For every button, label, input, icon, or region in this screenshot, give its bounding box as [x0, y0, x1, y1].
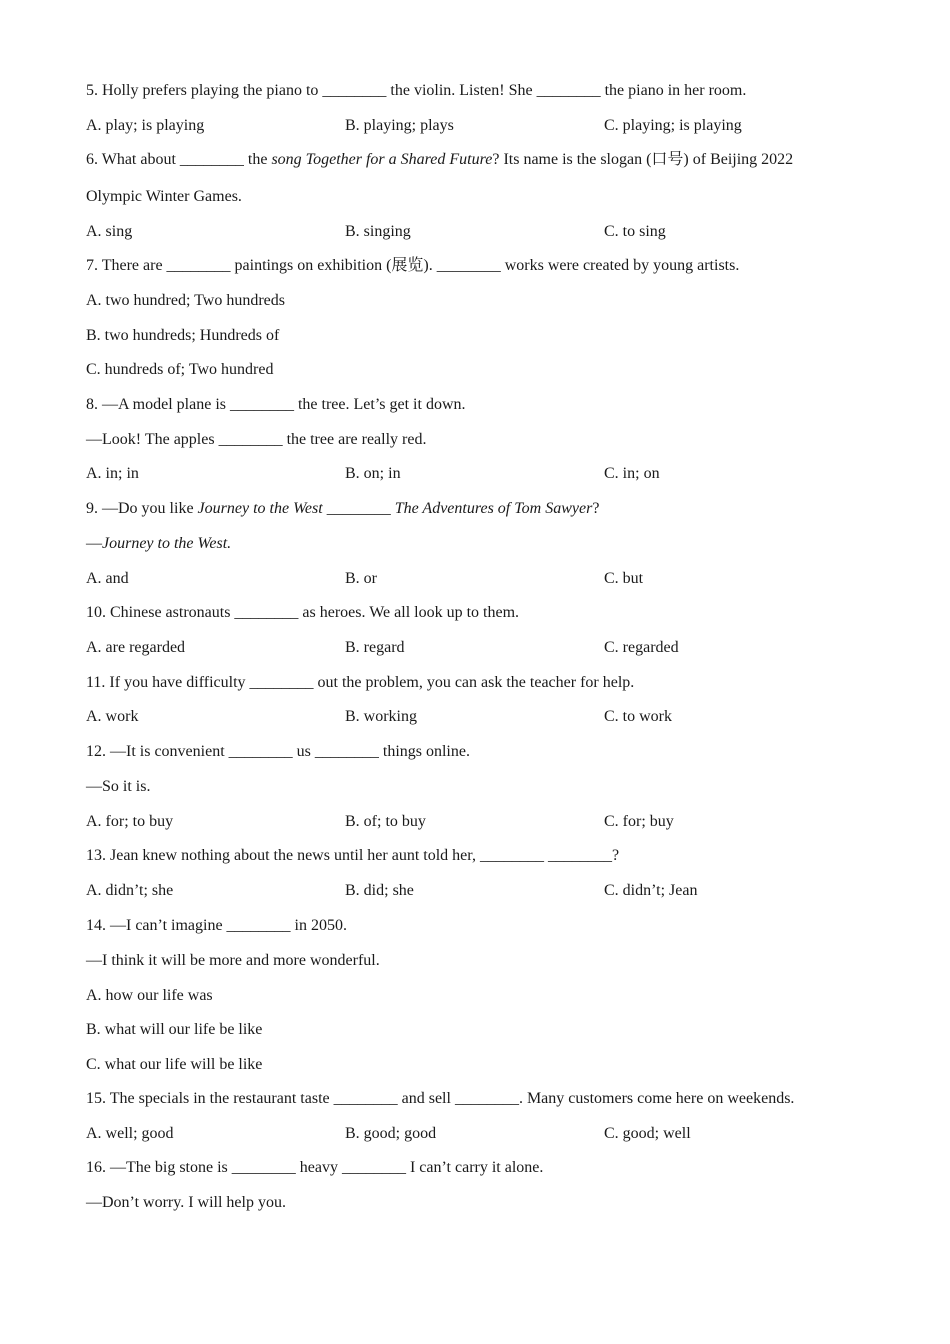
q9-text-2: ________: [322, 500, 395, 517]
q11-option-a: A. work: [86, 708, 139, 725]
q10-option-a: A. are regarded: [86, 639, 186, 656]
q8-option-a: A. in; in: [86, 465, 139, 482]
q9-book-2: The Adventures of Tom Sawyer: [394, 500, 593, 517]
q7-option-b: B. two hundreds; Hundreds of: [86, 327, 280, 344]
question-14: 14. —I can’t imagine ________ in 2050.: [86, 917, 347, 934]
q9-option-b: B. or: [345, 570, 377, 587]
q15-option-c: C. good; well: [604, 1125, 691, 1142]
q9-reply-book: Journey to the West.: [102, 535, 232, 552]
q10-option-b: B. regard: [345, 639, 405, 656]
question-9-reply: [86, 534, 231, 554]
q6-song-title: song Together for a Shared Future: [271, 151, 493, 168]
question-12: 12. —It is convenient ________ us ________ things online.: [86, 743, 470, 760]
q12-option-a: A. for; to buy: [86, 813, 174, 830]
q12-option-b: B. of; to buy: [345, 813, 426, 830]
q9-text-1: 9. —Do you like: [86, 500, 198, 517]
q13-option-b: B. did; she: [345, 882, 414, 899]
question-16-reply: —Don’t worry. I will help you.: [86, 1194, 286, 1211]
q5-option-c: C. playing; is playing: [604, 117, 742, 134]
q14-option-a: A. how our life was: [86, 987, 213, 1004]
question-11: 11. If you have difficulty ________ out the problem, you can ask the teacher for help.: [86, 674, 635, 691]
question-5: 5. Holly prefers playing the piano to ________ the violin. Listen! She ________ the piano in her room.: [86, 82, 747, 99]
q13-option-c: C. didn’t; Jean: [604, 882, 698, 899]
question-10: 10. Chinese astronauts ________ as heroes. We all look up to them.: [86, 604, 520, 621]
q8-option-c: C. in; on: [604, 465, 660, 482]
q5-option-b: B. playing; plays: [345, 117, 454, 134]
q9-option-a: A. and: [86, 570, 129, 587]
q11-option-c: C. to work: [604, 708, 672, 725]
q10-option-c: C. regarded: [604, 639, 679, 656]
question-15: 15. The specials in the restaurant taste ________ and sell ________. Many customers come here on weekends.: [86, 1090, 795, 1107]
q6-text-2: ? Its name is the slogan (口号) of Beijing 2022: [492, 151, 794, 168]
q6-text-1: 6. What about ________ the: [86, 151, 272, 168]
q9-option-c: C. but: [604, 570, 644, 587]
q13-option-a: A. didn’t; she: [86, 882, 174, 899]
q7-option-c: C. hundreds of; Two hundred: [86, 361, 274, 378]
question-6: [86, 150, 793, 170]
question-9: [86, 499, 599, 519]
q9-reply-dash: —: [86, 535, 102, 552]
q12-option-c: C. for; buy: [604, 813, 674, 830]
q15-option-b: B. good; good: [345, 1125, 437, 1142]
q11-option-b: B. working: [345, 708, 417, 725]
question-12-reply: —So it is.: [86, 778, 151, 795]
q5-option-a: A. play; is playing: [86, 117, 205, 134]
q14-option-c: C. what our life will be like: [86, 1056, 263, 1073]
q6-option-a: A. sing: [86, 223, 133, 240]
q6-option-b: B. singing: [345, 223, 411, 240]
question-13: 13. Jean knew nothing about the news until her aunt told her, ________ ________?: [86, 847, 620, 864]
q6-option-c: C. to sing: [604, 223, 666, 240]
question-14-reply: —I think it will be more and more wonderful.: [86, 952, 380, 969]
question-16: 16. —The big stone is ________ heavy ________ I can’t carry it alone.: [86, 1159, 544, 1176]
question-6-continued: Olympic Winter Games.: [86, 188, 242, 205]
q15-option-a: A. well; good: [86, 1125, 174, 1142]
question-8: 8. —A model plane is ________ the tree. Let’s get it down.: [86, 396, 466, 413]
question-7: 7. There are ________ paintings on exhibition (展览). ________ works were created by young artists.: [86, 257, 740, 274]
q9-book-1: Journey to the West: [197, 500, 323, 517]
q8-option-b: B. on; in: [345, 465, 401, 482]
q9-text-3: ?: [592, 500, 600, 517]
q14-option-b: B. what will our life be like: [86, 1021, 263, 1038]
q7-option-a: A. two hundred; Two hundreds: [86, 292, 286, 309]
question-8-reply: —Look! The apples ________ the tree are really red.: [86, 431, 427, 448]
